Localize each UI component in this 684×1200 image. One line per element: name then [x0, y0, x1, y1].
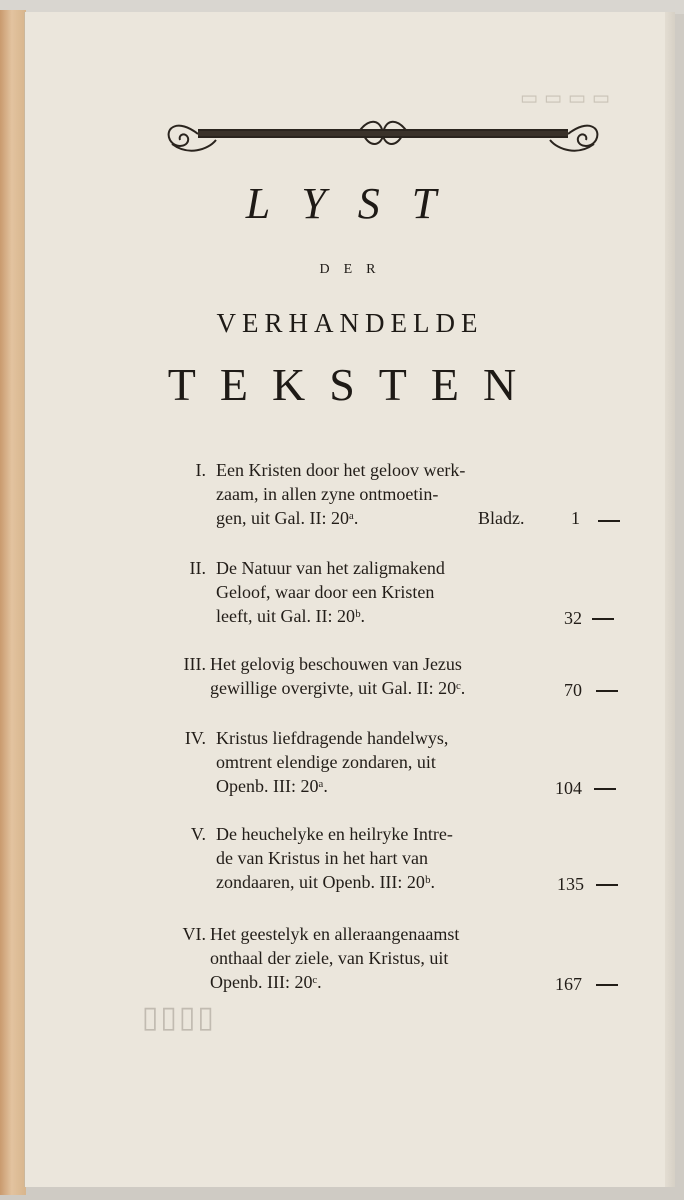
entry-number: IV. [184, 728, 206, 748]
entry-page: 135 [557, 874, 584, 894]
page-dash [592, 618, 614, 620]
entry-number: V. [190, 824, 206, 844]
title-lyst: LYST [245, 179, 469, 228]
entry-page: 70 [564, 680, 582, 700]
entry-page: 104 [555, 778, 582, 798]
entry-page: 167 [555, 974, 582, 994]
entry-number: III. [183, 654, 206, 674]
entry-text: Het gelovig beschouwen van Jezus gewillige overgivte, uit Gal. II: 20ᶜ. [210, 654, 466, 698]
bleed-through-heading: ▭▭▭▭ [520, 88, 616, 109]
page-dash [594, 788, 616, 790]
entry-text: De heuchelyke en heilryke Intre- de van Kristus in het hart van zondaaren, uit Openb. III: 20ᵇ. [216, 824, 453, 892]
entry-text: Het geestelyk en alleraangenaamst onthaal der ziele, van Kristus, uit Openb. III: 20ᶜ. [210, 924, 460, 992]
entry-page: 32 [564, 608, 582, 628]
library-stamp: ▯▯▯▯ [140, 1001, 215, 1034]
bladz-label: Bladz. [478, 508, 525, 528]
title-der: DER [319, 262, 390, 277]
entry-number: I. [195, 460, 206, 480]
title-verhandelde: VERHANDELDE [216, 308, 484, 338]
page-dash [596, 984, 618, 986]
ornament-divider [158, 110, 608, 160]
entry-number: II. [189, 558, 206, 578]
page-dash [596, 690, 618, 692]
page-dash [596, 884, 618, 886]
entry-text: De Natuur van het zaligmakend Geloof, waar door een Kristen leeft, uit Gal. II: 20ᵇ. [216, 558, 445, 626]
title-teksten: TEKSTEN [167, 359, 541, 410]
entry-number: VI. [182, 924, 206, 944]
entry-text: Een Kristen door het geloov werk- zaam, in allen zyne ontmoetin- gen, uit Gal. II: 20ᵃ. [216, 460, 466, 528]
entry-text: Kristus liefdragende handelwys, omtrent elendige zondaren, uit Openb. III: 20ᵃ. [216, 728, 449, 796]
entry-page: 1 [571, 508, 580, 528]
page-dash [598, 520, 620, 522]
